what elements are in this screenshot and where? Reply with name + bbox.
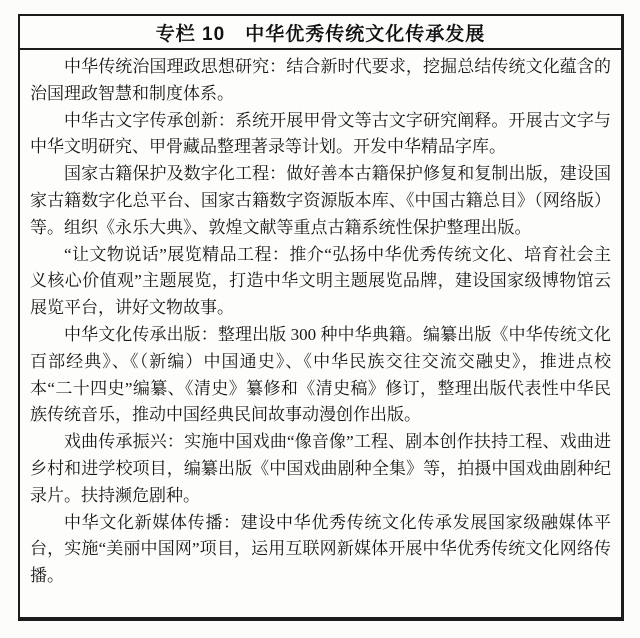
column-panel <box>18 14 624 621</box>
panel-header <box>20 16 621 50</box>
paragraph-ancient-scripts: 中华古文字传承创新：系统开展甲骨文等古文字研究阐释。开展古文字与中华文明研究、甲骨藏品整理著录等计划。开发中华精品字库。 <box>30 110 611 157</box>
paragraph-opera-revitalization: 戏曲传承振兴：实施中国戏曲“像音像”工程、剧本创作扶持工程、戏曲进乡村和进学校项目，编纂出版《中国戏曲剧种全集》等，拍摄中国戏曲剧种纪录片。扶持濒危剧种。 <box>30 432 611 505</box>
panel-title: 专栏 10 中华优秀传统文化传承发展 <box>155 23 486 45</box>
paragraph-governance-research: 中华传统治国理政思想研究：结合新时代要求，挖掘总结传统文化蕴含的治国理政智慧和制度体系。 <box>30 57 611 103</box>
paragraph-culture-publishing: 中华文化传承出版：整理出版 300 种中华典籍。编纂出版《中华传统文化百部经典》、《（新编）中国通史》、《中华民族交往交流交融史》，推进点校本“二十四史”编纂、《清史》纂修和《清史稿》修订，整理出版代表性中华民族传统音乐，推动中国经典民间故事动漫创作出版。 <box>30 324 611 425</box>
paragraph-relics-exhibition: “让文物说话”展览精品工程：推介“弘扬中华优秀传统文化、培育社会主义核心价值观”主题展览，打造中华文明主题展览品牌，建设国家级博物馆云展览平台，讲好文物故事。 <box>30 244 611 318</box>
paragraph-ancient-books-digitization: 国家古籍保护及数字化工程：做好善本古籍保护修复和复制出版，建设国家古籍数字化总平台、国家古籍数字资源版本库、《中国古籍总目》（网络版）等。组织《永乐大典》、敦煌文献等重点古籍系统性保护整理出版。 <box>30 164 611 237</box>
panel-body <box>20 50 621 596</box>
paragraph-new-media: 中华文化新媒体传播：建设中华优秀传统文化传承发展国家级融媒体平台，实施“美丽中国网”项目，运用互联网新媒体开展中华优秀传统文化网络传播。 <box>30 512 611 586</box>
